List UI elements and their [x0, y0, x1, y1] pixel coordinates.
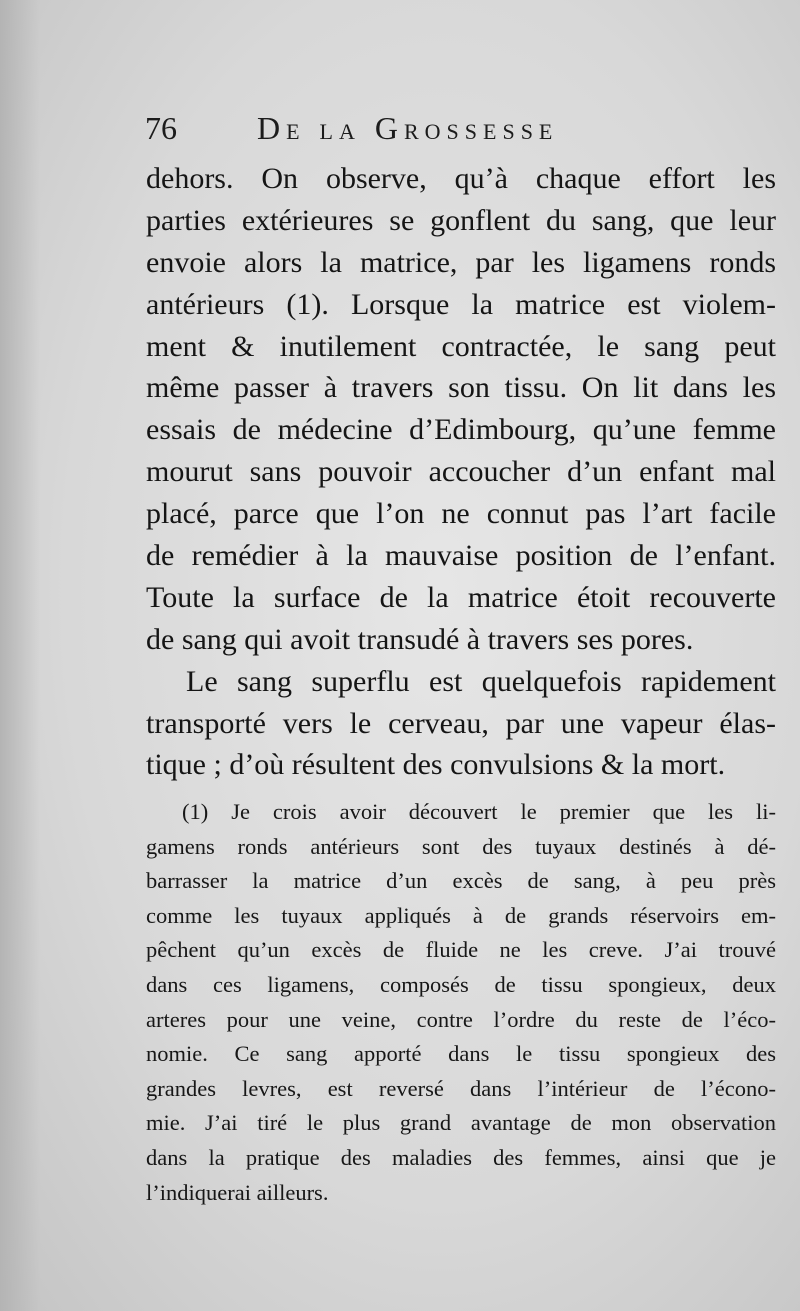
footnote-line: arteres pour une veine, contre l’ordre du reste de l’éco-	[146, 1006, 776, 1032]
text-line: parties extérieures se gonflent du sang, que leur	[146, 203, 776, 237]
text-line: de remédier à la mauvaise position de l’enfant.	[146, 539, 776, 573]
text-line: antérieurs (1). Lorsque la matrice est violem-	[146, 287, 776, 321]
footnote-line: (1) Je crois avoir découvert le premier que les li-	[182, 799, 776, 824]
text-line: Le sang superflu est quelquefois rapidement	[186, 664, 776, 698]
running-head-title: De la Grossesse	[257, 110, 559, 146]
footnote-line: comme les tuyaux appliqués à de grands réservoirs em-	[146, 902, 776, 928]
text-line: tique ; d’où résultent des convulsions & la mort.	[146, 748, 726, 782]
text-line: essais de médecine d’Edimbourg, qu’une femme	[146, 413, 776, 447]
text-line: de sang qui avoit transudé à travers ses pores.	[146, 622, 694, 656]
footnote-line: gamens ronds antérieurs sont des tuyaux destinés à dé-	[146, 833, 776, 859]
text-line: dehors. On observe, qu’à chaque effort les	[146, 162, 776, 195]
text-line: transporté vers le cerveau, par une vapeur élas-	[146, 706, 776, 740]
page-gutter-shadow	[0, 0, 40, 1311]
text-line: mourut sans pouvoir accoucher d’un enfant mal	[146, 455, 776, 489]
footnote-line: barrasser la matrice d’un excès de sang, à peu près	[146, 868, 776, 894]
main-text	[146, 158, 776, 786]
running-head	[145, 108, 745, 152]
footnote	[146, 795, 776, 1210]
text-line: même passer à travers son tissu. On lit dans les	[146, 371, 776, 405]
footnote-line: l’indiquerai ailleurs.	[146, 1179, 329, 1205]
footnote-line: mie. J’ai tiré le plus grand avantage de mon observation	[146, 1110, 776, 1136]
text-line: envoie alors la matrice, par les ligamens ronds	[146, 245, 776, 279]
footnote-line: pêchent qu’un excès de fluide ne les creve. J’ai trouvé	[146, 937, 776, 963]
footnote-line: grandes levres, est reversé dans l’intérieur de l’écono-	[146, 1075, 776, 1101]
footnote-line: nomie. Ce sang apporté dans le tissu spongieux des	[146, 1041, 776, 1067]
page-number: 76	[145, 110, 177, 146]
text-line: ment & inutilement contractée, le sang peut	[146, 329, 776, 363]
text-line: placé, parce que l’on ne connut pas l’art facile	[146, 497, 776, 531]
footnote-line: dans ces ligamens, composés de tissu spongieux, deux	[146, 971, 776, 997]
text-line: Toute la surface de la matrice étoit recouverte	[146, 580, 776, 614]
footnote-line: dans la pratique des maladies des femmes, ainsi que je	[146, 1144, 776, 1170]
